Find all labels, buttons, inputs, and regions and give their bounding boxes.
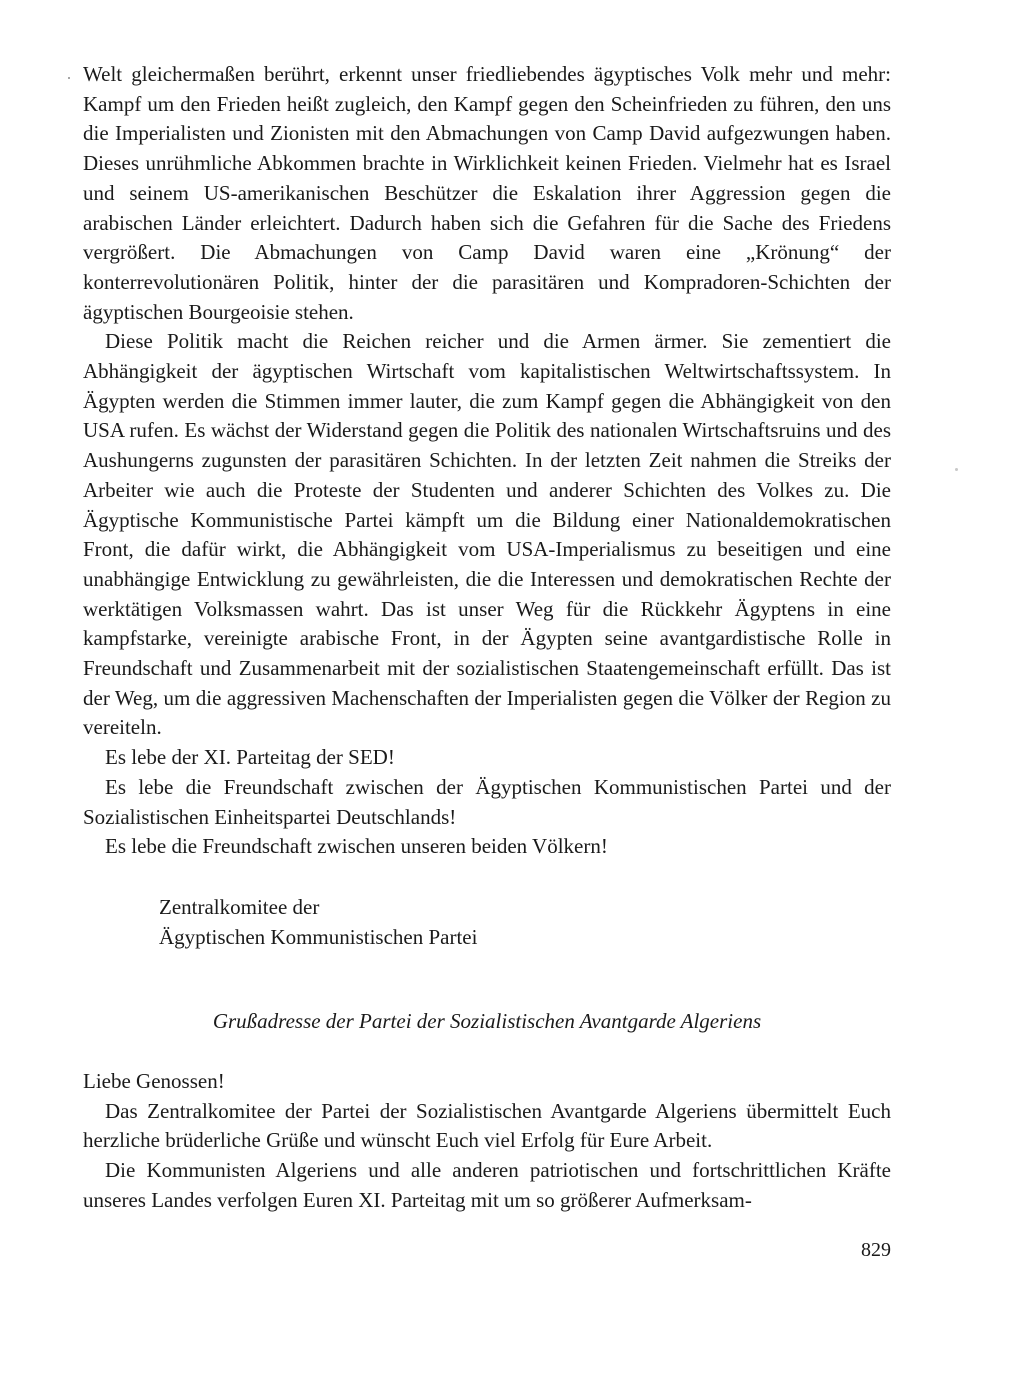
signature-line: Ägyptischen Kommunistischen Partei	[159, 924, 478, 949]
signature-block	[159, 893, 477, 952]
body-paragraph: Welt gleichermaßen berührt, erkennt unser friedliebendes ägyptisches Volk mehr und mehr: Kampf um den Frieden heißt zugleich, den Kampf gegen den Scheinfrieden zu führen, den uns die Imperialisten und Zionisten mit den Abmachungen von Camp David aufgezwungen haben. Dieses unrühmliche Abkommen brachte in Wirklichkeit keinen Frieden. Vielmehr hat es Israel und seinem US-amerikanischen Beschützer die Eskalation ihrer Aggression gegen die arabischen Länder erleichtert. Dadurch haben sich die Gefahren für die Sache des Friedens vergrößert. Die Abmachungen von Camp David waren eine „Krönung“ der konterrevolutionären Politik, hinter der die parasitären und Kompradoren-Schichten der ägyptischen Bourgeoisie stehen.	[83, 62, 891, 324]
slogan-line: Es lebe die Freundschaft zwischen unseren beiden Völkern!	[105, 834, 608, 859]
egypt-letter-body	[83, 60, 891, 862]
scan-speck	[955, 468, 958, 471]
slogan-line: Es lebe der XI. Parteitag der SED!	[105, 745, 395, 770]
signature-line: Zentralkomitee der	[159, 895, 320, 919]
section-heading: Grußadresse der Partei der Sozialistischen Avantgarde Algeriens	[212, 1009, 762, 1033]
slogan-line: Es lebe die Freundschaft zwischen der Ägyptischen Kommunistischen Partei und der Sozialistischen Einheitspartei Deutschlands!	[83, 774, 891, 829]
margin-mark	[68, 77, 70, 79]
body-paragraph: Das Zentralkomitee der Partei der Sozialistischen Avantgarde Algeriens übermittelt Euch herzliche brüderliche Grüße und wünscht Euch viel Erfolg für Eure Arbeit.	[83, 1098, 891, 1153]
algeria-letter-body	[83, 1067, 891, 1216]
page-number: 829	[861, 1239, 891, 1261]
body-paragraph: Die Kommunisten Algeriens und alle anderen patriotischen und fortschrittlichen Kräfte unseres Landes verfolgen Euren XI. Parteitag mit um so größerer Aufmerksam-	[83, 1158, 891, 1212]
salutation: Liebe Genossen!	[83, 1069, 225, 1093]
body-paragraph: Diese Politik macht die Reichen reicher und die Armen ärmer. Sie zementiert die Abhängigkeit der ägyptischen Wirtschaft vom kapitalistischen Weltwirtschaftssystem. In Ägypten werden die Stimmen immer lauter, die zum Kampf gegen die Abhängigkeit von den USA rufen. Es wächst der Widerstand gegen die Politik des nationalen Wirtschaftsruins und des Aushungerns zugunsten der parasitären Schichten. In der letzten Zeit nahmen die Streiks der Arbeiter wie auch die Proteste der Studenten und anderer Schichten des Volkes zu. Die Ägyptische Kommunistische Partei kämpft um die Bildung einer Nationaldemokratischen Front, die dafür wirkt, die Abhängigkeit vom USA-Imperialismus zu beseitigen und eine unabhängige Entwicklung zu gewährleisten, die die Interessen und demokratischen Rechte der werktätigen Volksmassen wahrt. Das ist unser Weg für die Rückkehr Ägyptens in eine kampfstarke, vereinigte arabische Front, in der Ägypten seine avantgardistische Rolle in Freundschaft und Zusammenarbeit mit der sozialistischen Staatengemeinschaft erfüllt. Das ist der Weg, um die aggressiven Machenschaften der Imperialisten gegen die Völker der Region zu vereiteln.	[83, 329, 891, 740]
